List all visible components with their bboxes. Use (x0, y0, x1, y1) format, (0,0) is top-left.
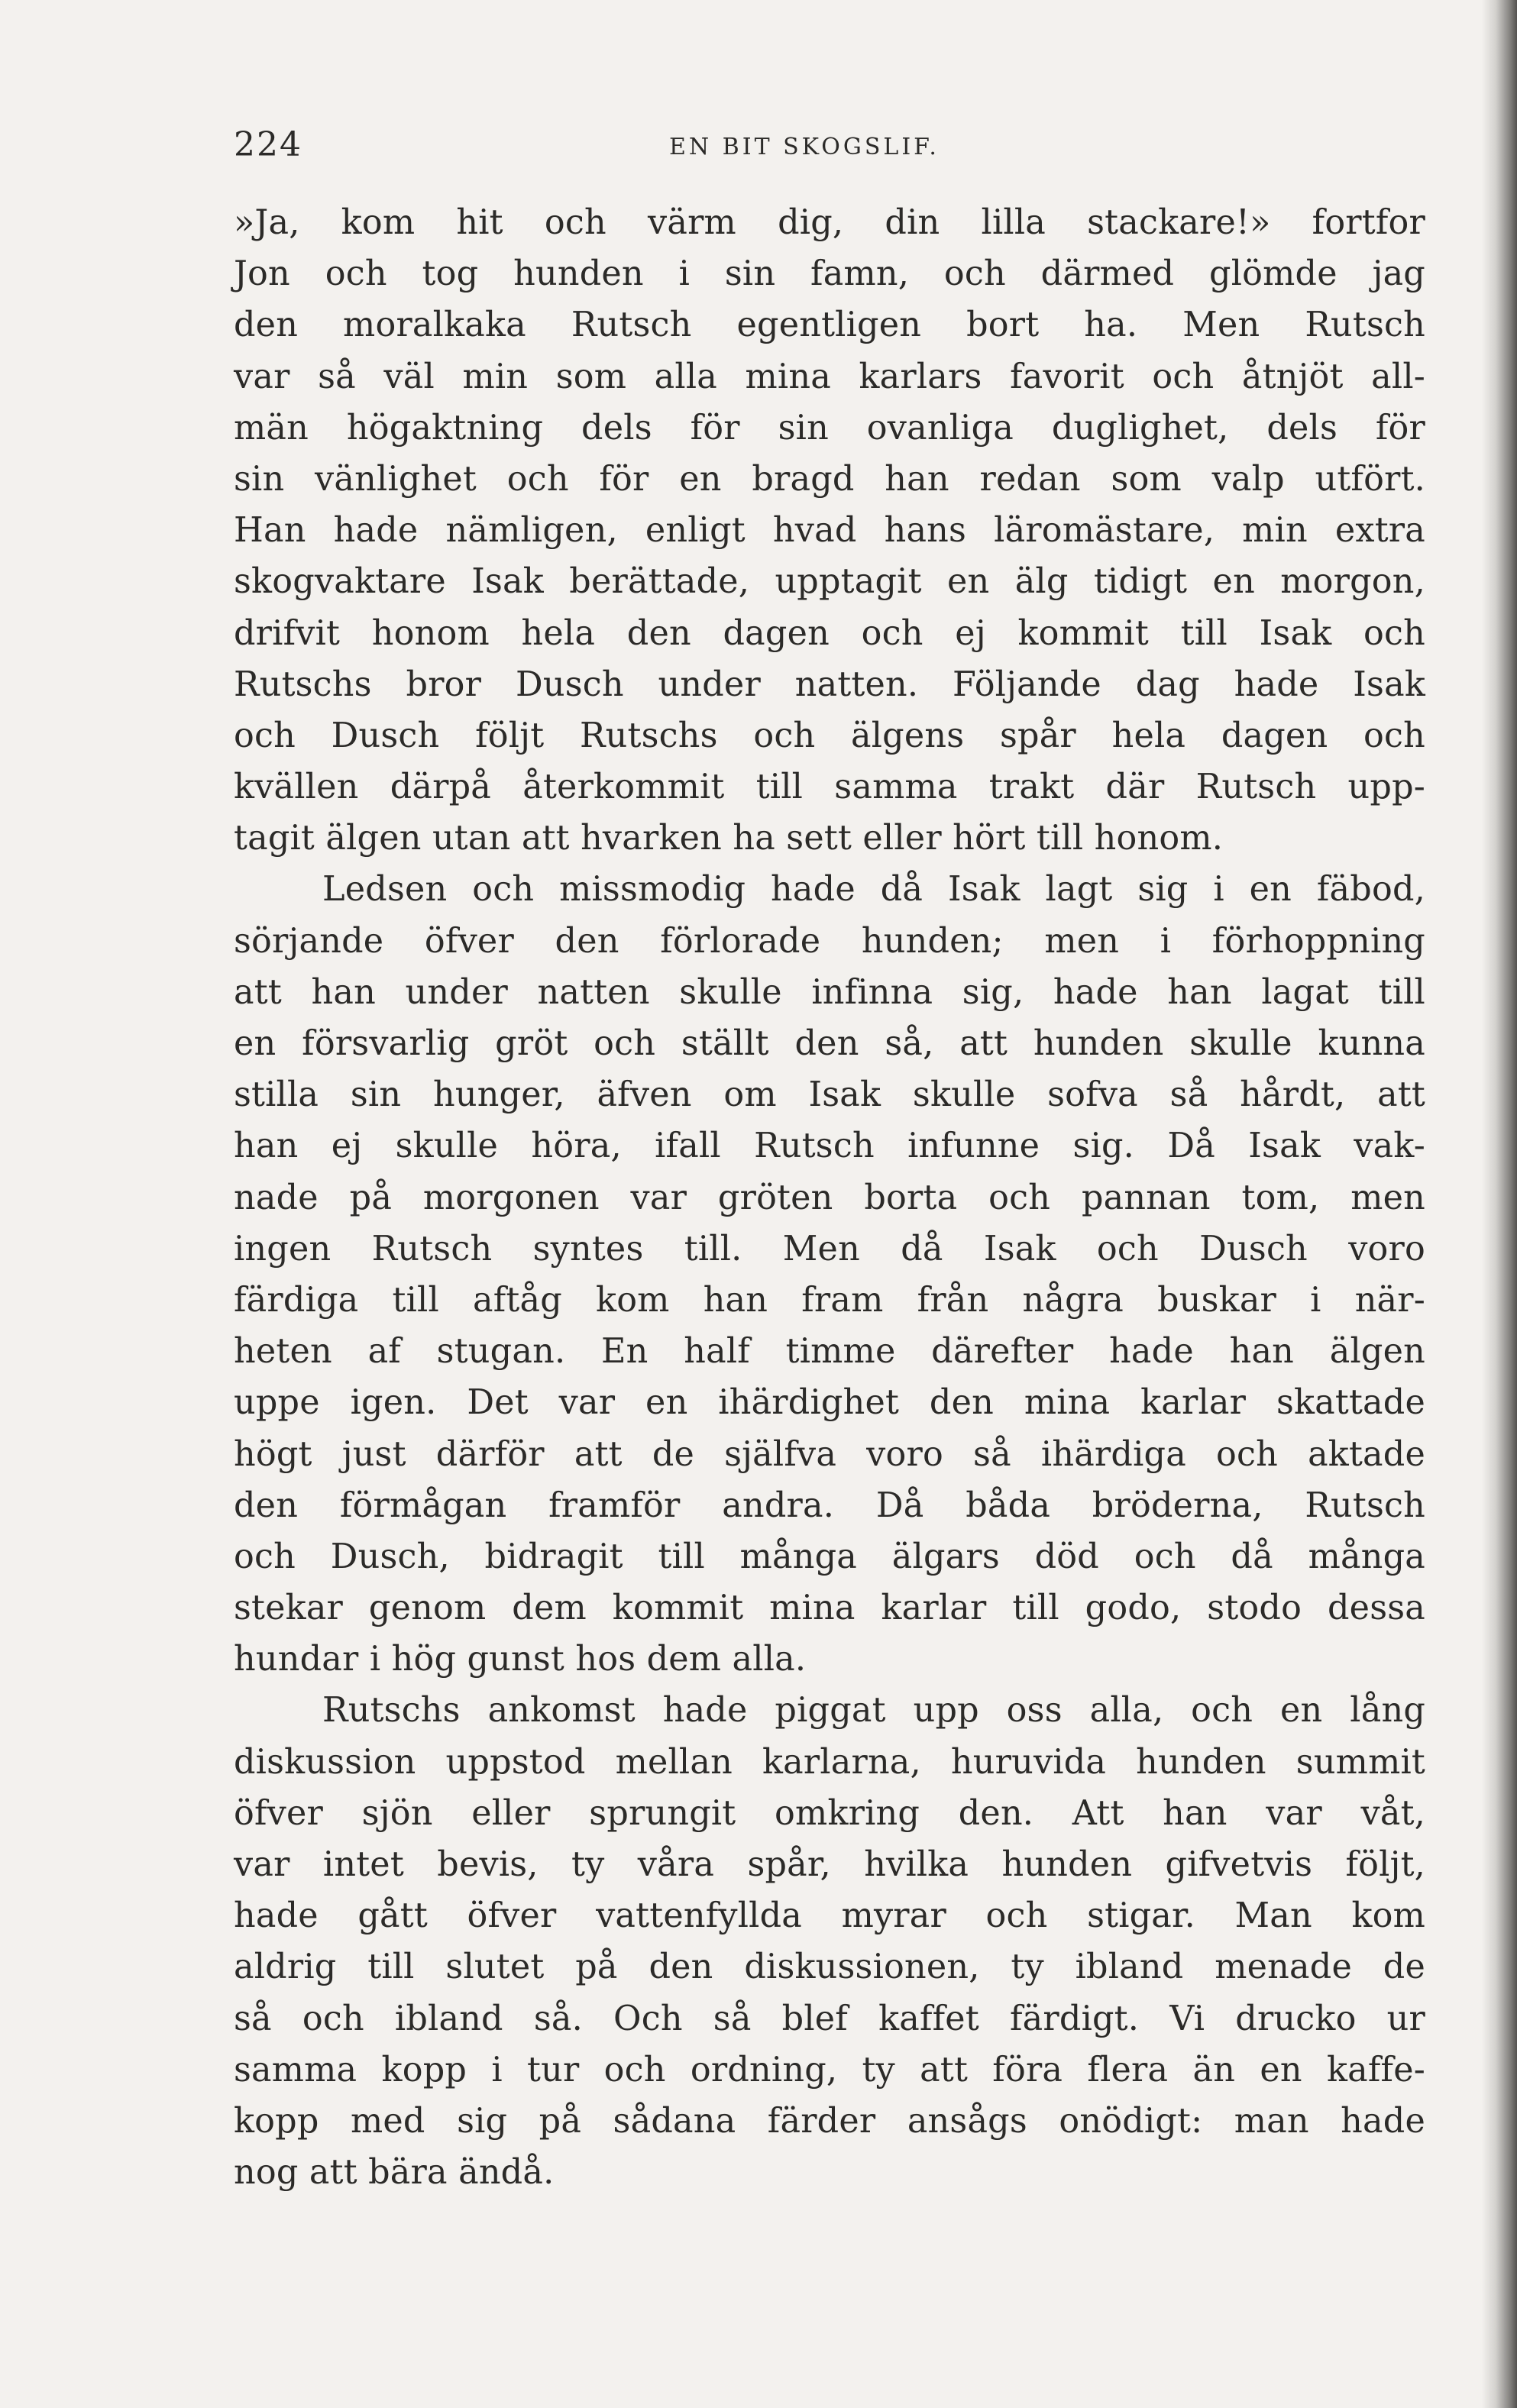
text-line: färdiga till aftåg kom han fram från några buskar i när- (234, 1280, 1425, 1320)
text-line: stilla sin hunger, äfven om Isak skulle sofva så hårdt, att (234, 1075, 1425, 1115)
text-line: hundar i hög gunst hos dem alla. (234, 1640, 807, 1679)
body-text (234, 197, 1425, 2198)
text-line: nog att bära ändå. (234, 2153, 555, 2193)
running-head: EN BIT SKOGSLIF. (669, 134, 940, 160)
text-line: Jon och tog hunden i sin famn, och därmed glömde jag (234, 254, 1425, 294)
text-line: tagit älgen utan att hvarken ha sett eller hört till honom. (234, 819, 1224, 858)
text-line: var så väl min som alla mina karlars favorit och åtnjöt all- (234, 357, 1425, 396)
page-edge-shadow (1482, 0, 1517, 2408)
text-line: sin vänlighet och för en bragd han redan som valp utfört. (234, 459, 1425, 499)
text-line: han ej skulle höra, ifall Rutsch infunne sig. Då Isak vak- (234, 1126, 1425, 1166)
text-line: kvällen därpå återkommit till samma trakt där Rutsch upp- (234, 768, 1425, 807)
text-line: ingen Rutsch syntes till. Men då Isak och Dusch voro (234, 1229, 1425, 1269)
text-line: Ledsen och missmodig hade då Isak lagt sig i en fäbod, (322, 870, 1425, 910)
text-line: samma kopp i tur och ordning, ty att föra flera än en kaffe- (234, 2050, 1425, 2090)
text-line: aldrig till slutet på den diskussionen, ty ibland menade de (234, 1947, 1425, 1987)
text-line: diskussion uppstod mellan karlarna, huruvida hunden summit (234, 1742, 1425, 1782)
text-line: och Dusch, bidragit till många älgars död och då många (234, 1537, 1425, 1576)
text-line: Rutschs ankomst hade piggat upp oss alla, och en lång (322, 1691, 1425, 1731)
text-line: »Ja, kom hit och värm dig, din lilla stackare!» fortfor (234, 203, 1425, 242)
text-line: en försvarlig gröt och ställt den så, att hunden skulle kunna (234, 1024, 1425, 1063)
text-line: hade gått öfver vattenfyllda myrar och stigar. Man kom (234, 1896, 1425, 1936)
text-line: stekar genom dem kommit mina karlar till godo, stodo dessa (234, 1589, 1425, 1628)
text-line: män högaktning dels för sin ovanliga duglighet, dels för (234, 408, 1425, 448)
text-line: skogvaktare Isak berättade, upptagit en älg tidigt en morgon, (234, 562, 1425, 602)
text-line: så och ibland så. Och så blef kaffet färdigt. Vi drucko ur (234, 1999, 1425, 2038)
text-line: den moralkaka Rutsch egentligen bort ha. Men Rutsch (234, 305, 1425, 345)
text-line: Rutschs bror Dusch under natten. Följande dag hade Isak (234, 664, 1425, 704)
text-line: och Dusch följt Rutschs och älgens spår hela dagen och (234, 716, 1425, 755)
text-line: öfver sjön eller sprungit omkring den. Att han var våt, (234, 1793, 1425, 1833)
page-header (234, 122, 1425, 168)
text-line: högt just därför att de själfva voro så ihärdiga och aktade (234, 1434, 1425, 1474)
text-line: heten af stugan. En half timme därefter hade han älgen (234, 1332, 1425, 1372)
text-line: drifvit honom hela den dagen och ej kommit till Isak och (234, 613, 1425, 653)
page-number: 224 (234, 125, 302, 164)
text-line: kopp med sig på sådana färder ansågs onödigt: man hade (234, 2101, 1425, 2141)
text-line: sörjande öfver den förlorade hunden; men i förhoppning (234, 921, 1425, 961)
text-line: var intet bevis, ty våra spår, hvilka hunden gifvetvis följt, (234, 1845, 1425, 1884)
text-line: nade på morgonen var gröten borta och pannan tom, men (234, 1178, 1425, 1217)
text-line: att han under natten skulle infinna sig, hade han lagat till (234, 972, 1425, 1012)
text-line: uppe igen. Det var en ihärdighet den mina karlar skattade (234, 1383, 1425, 1423)
text-line: den förmågan framför andra. Då båda bröderna, Rutsch (234, 1485, 1425, 1525)
text-line: Han hade nämligen, enligt hvad hans läromästare, min extra (234, 511, 1425, 551)
